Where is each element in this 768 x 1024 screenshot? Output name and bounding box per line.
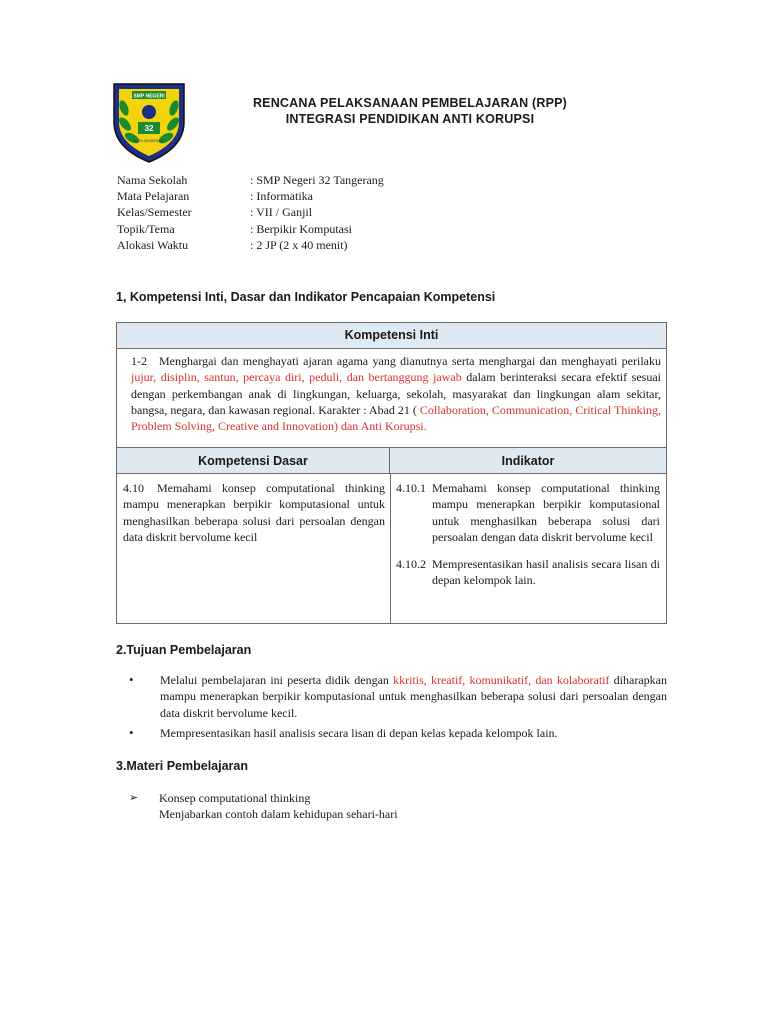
materi-text: Menjabarkan contoh dalam kehidupan sehari-hari bbox=[159, 807, 398, 822]
identity-label: Alokasi Waktu bbox=[117, 237, 189, 252]
competency-table bbox=[116, 322, 667, 624]
indicator-number: 4.10.2 bbox=[396, 557, 426, 572]
objectives-list bbox=[129, 672, 667, 745]
identity-value: : VII / Ganjil bbox=[250, 205, 313, 220]
identity-label: Mata Pelajaran bbox=[117, 189, 190, 204]
objective-text-part: diharapkan mampu menerapkan berpikir komputasional untuk menghasilkan beberapa solusi dari persoalan dengan data diskrit bervolume kecil. bbox=[160, 673, 667, 720]
logo-text-top: SMP NEGERI bbox=[133, 93, 165, 100]
identity-block bbox=[117, 172, 384, 253]
ki-header: Kompetensi Inti bbox=[117, 323, 666, 349]
indicator-item bbox=[396, 480, 660, 545]
list-item bbox=[129, 725, 667, 741]
kd-number: 4.10 bbox=[123, 481, 144, 495]
objective-text bbox=[160, 672, 667, 721]
list-item bbox=[129, 806, 667, 822]
materials-list bbox=[129, 790, 667, 823]
arrow-bullet-icon: ➢ bbox=[129, 792, 139, 804]
identity-value: : SMP Negeri 32 Tangerang bbox=[250, 173, 384, 187]
identity-label: Nama Sekolah bbox=[117, 173, 188, 187]
objective-text: Mempresentasikan hasil analisis secara lisan di depan kelas kepada kelompok lain. bbox=[160, 725, 558, 740]
ki-red-character: Collaboration, Communication, Critical Thinking, Problem Solving, Creative and Innovation) dan Anti Korupsi. bbox=[131, 402, 661, 434]
objective-red-values: kkritis, kreatif, komunikatif, dan kolaboratif bbox=[393, 673, 610, 687]
indicator-text: Memahami konsep computational thinking mampu menerapkan berpikir komputasional untuk menghasilkan beberapa solusi dari persoalan dengan data diskrit bervolume kecil bbox=[432, 481, 660, 544]
identity-value: : Informatika bbox=[250, 189, 313, 204]
indicator-content bbox=[396, 480, 660, 600]
identity-label: Topik/Tema bbox=[117, 221, 175, 236]
bullet-icon: • bbox=[129, 672, 134, 687]
indicator-header: Indikator bbox=[390, 447, 666, 474]
indicator-text: Mempresentasikan hasil analisis secara lisan di depan kelompok lain. bbox=[432, 557, 660, 588]
indicator-item bbox=[396, 556, 660, 589]
bullet-icon: • bbox=[129, 724, 134, 740]
logo-text-bottom: KOTA TANGERANG bbox=[134, 139, 164, 143]
identity-label: Kelas/Semester bbox=[117, 205, 192, 220]
indicator-number: 4.10.1 bbox=[396, 481, 426, 495]
document-subtitle: INTEGRASI PENDIDIKAN ANTI KORUPSI bbox=[285, 112, 535, 126]
ki-number: 1-2 bbox=[131, 354, 147, 368]
kd-content bbox=[123, 480, 385, 545]
objective-text-part: Melalui pembelajaran ini peserta didik dengan bbox=[160, 673, 394, 687]
kd-text: Memahami konsep computational thinking mampu menerapkan berpikir komputasional untuk menghasilkan beberapa solusi dari persoalan dengan data diskrit bervolume kecil bbox=[123, 481, 385, 544]
materi-text: Konsep computational thinking bbox=[159, 791, 311, 805]
ki-text-part: Menghargai dan menghayati ajaran agama yang dianutnya serta menghargai dan menghayati perilaku bbox=[159, 354, 661, 368]
document-title: RENCANA PELAKSANAAN PEMBELAJARAN (RPP) bbox=[252, 96, 568, 110]
ki-text-part: dalam berinteraksi secara efektif sesuai dengan perkembangan anak di lingkungan, keluarga, sekolah, masyarakat dan lingkungan alam sekitar, bangsa, negara, dan kawasan regional. Karakter : Abad 21 ( bbox=[131, 370, 661, 417]
list-item bbox=[129, 672, 667, 721]
identity-row bbox=[117, 172, 384, 188]
list-item bbox=[129, 790, 667, 806]
ki-content bbox=[131, 353, 661, 434]
section-heading-kompetensi: 1, Kompetensi Inti, Dasar dan Indikator Pencapaian Kompetensi bbox=[116, 290, 496, 304]
identity-row bbox=[117, 204, 384, 220]
school-logo bbox=[108, 78, 190, 164]
identity-row bbox=[117, 237, 384, 253]
logo-text-mid: 32 bbox=[144, 124, 154, 133]
section-heading-tujuan: 2.Tujuan Pembelajaran bbox=[116, 643, 252, 657]
identity-row bbox=[117, 221, 384, 237]
section-heading-materi: 3.Materi Pembelajaran bbox=[116, 759, 249, 773]
identity-row bbox=[117, 188, 384, 204]
identity-value: : Berpikir Komputasi bbox=[250, 221, 352, 236]
column-divider bbox=[390, 474, 391, 623]
identity-value: : 2 JP (2 x 40 menit) bbox=[250, 237, 348, 252]
kd-header: Kompetensi Dasar bbox=[117, 447, 390, 474]
ki-red-values: jujur, disiplin, santun, percaya diri, peduli, dan bertanggung jawab bbox=[131, 370, 462, 385]
